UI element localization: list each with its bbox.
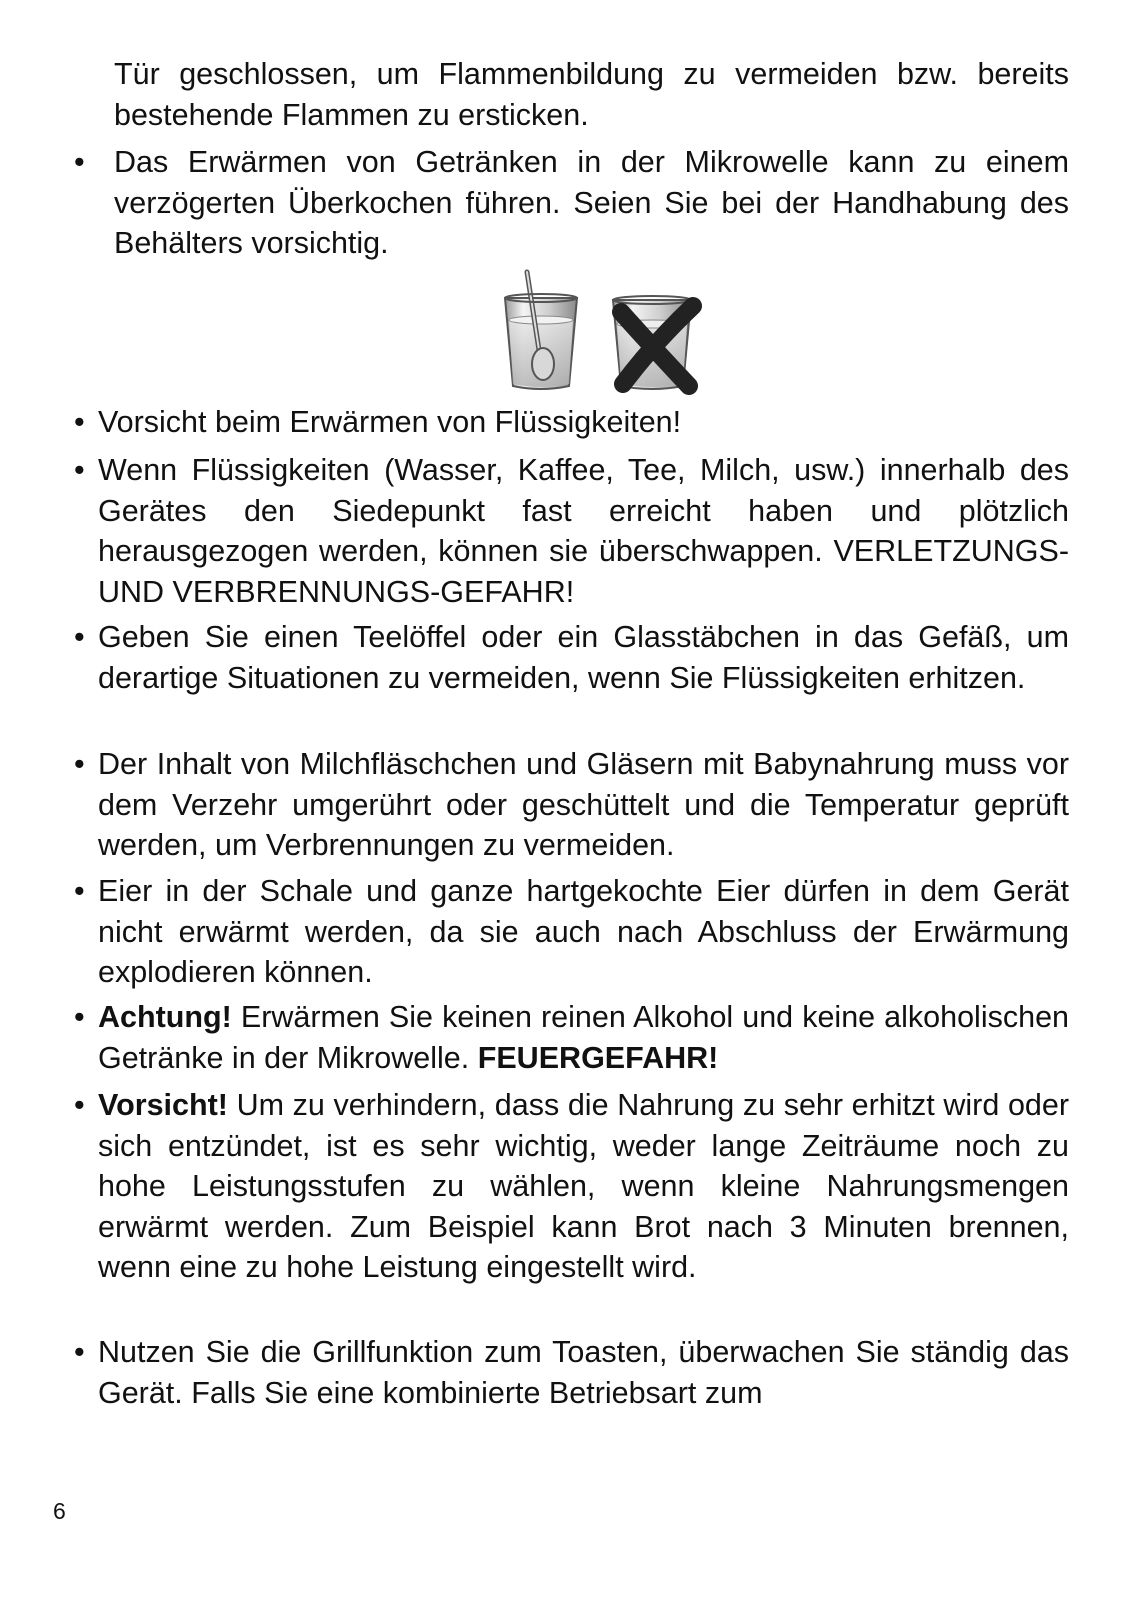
list-item-text: Der Inhalt von Milchfläschchen und Gläsern mit Babynahrung muss vor dem Verzehr umgerührt oder geschüttelt und die Temperatur geprüft werden, um Verbrennungen zu vermeiden. <box>98 747 1069 862</box>
bullet-icon: • <box>74 1335 85 1369</box>
list-item-text: Eier in der Schale und ganze hartgekochte Eier dürfen in dem Gerät nicht erwärmt werden, da sie auch nach Abschluss der Erwärmung explodieren können. <box>98 874 1069 989</box>
warning-text: Erwärmen Sie keinen reinen Alkohol und keine alkoholischen Getränke in der Mikrowelle. <box>98 1000 1069 1075</box>
list-item-text <box>98 1085 1069 1288</box>
bullet-icon: • <box>74 620 85 654</box>
list-item <box>74 871 1069 993</box>
page-number: 6 <box>53 1498 66 1524</box>
list-item <box>74 142 1069 264</box>
list-item <box>74 997 1069 1078</box>
bullet-icon: • <box>74 874 85 908</box>
list-item <box>74 1332 1069 1413</box>
list-item <box>74 1085 1069 1288</box>
list-item-text: Geben Sie einen Teelöffel oder ein Glasstäbchen in das Gefäß, um derartige Situationen zu vermeiden, wenn Sie Flüssigkeiten erhitzen. <box>98 620 1069 695</box>
continuation-paragraph: Tür geschlossen, um Flammenbildung zu vermeiden bzw. bereits bestehende Flammen zu ersticken. <box>114 57 1069 132</box>
bullet-icon: • <box>74 1000 85 1034</box>
bullet-icon: • <box>74 405 85 439</box>
bullet-icon: • <box>74 145 85 179</box>
warning-label: Achtung! <box>98 1000 232 1034</box>
fire-hazard-label: FEUERGEFAHR! <box>477 1040 719 1075</box>
list-item-text: Vorsicht beim Erwärmen von Flüssigkeiten! <box>98 405 682 439</box>
list-item <box>74 744 1069 866</box>
glass-crossed-out-icon <box>613 296 693 389</box>
bullet-icon: • <box>74 747 85 781</box>
list-item-text <box>98 997 1069 1078</box>
list-item-text: Wenn Flüssigkeiten (Wasser, Kaffee, Tee, Milch, usw.) innerhalb des Gerätes den Siedepunkt fast erreicht haben und plötzlich herausgezogen werden, können sie überschwappen. VERLETZUNGS- UND VERBRENNUNGS-GEFAHR! <box>98 453 1069 609</box>
list-item <box>74 402 1069 443</box>
glass-with-spoon-icon <box>505 272 577 389</box>
bullet-icon: • <box>74 453 85 487</box>
glass-illustration <box>503 268 713 398</box>
caution-label: Vorsicht! <box>98 1088 228 1122</box>
list-item-text: Das Erwärmen von Getränken in der Mikrowelle kann zu einem verzögerten Überkochen führen. Seien Sie bei der Handhabung des Behälters vorsichtig. <box>114 145 1069 260</box>
list-item <box>74 450 1069 612</box>
list-item <box>74 617 1069 698</box>
list-item-text: Nutzen Sie die Grillfunktion zum Toasten, überwachen Sie ständig das Gerät. Falls Sie eine kombinierte Betriebsart zum <box>98 1335 1069 1410</box>
bullet-icon: • <box>74 1088 85 1122</box>
caution-text: Um zu verhindern, dass die Nahrung zu sehr erhitzt wird oder sich entzündet, ist es sehr wichtig, weder lange Zeiträume noch zu hohe Leistungsstufen zu wählen, wenn kleine Nahrungsmengen erwärmt werden. Zum Beispiel kann Brot nach 3 Minuten brennen, wenn eine zu hohe Leistung eingestellt wird. <box>98 1088 1069 1284</box>
